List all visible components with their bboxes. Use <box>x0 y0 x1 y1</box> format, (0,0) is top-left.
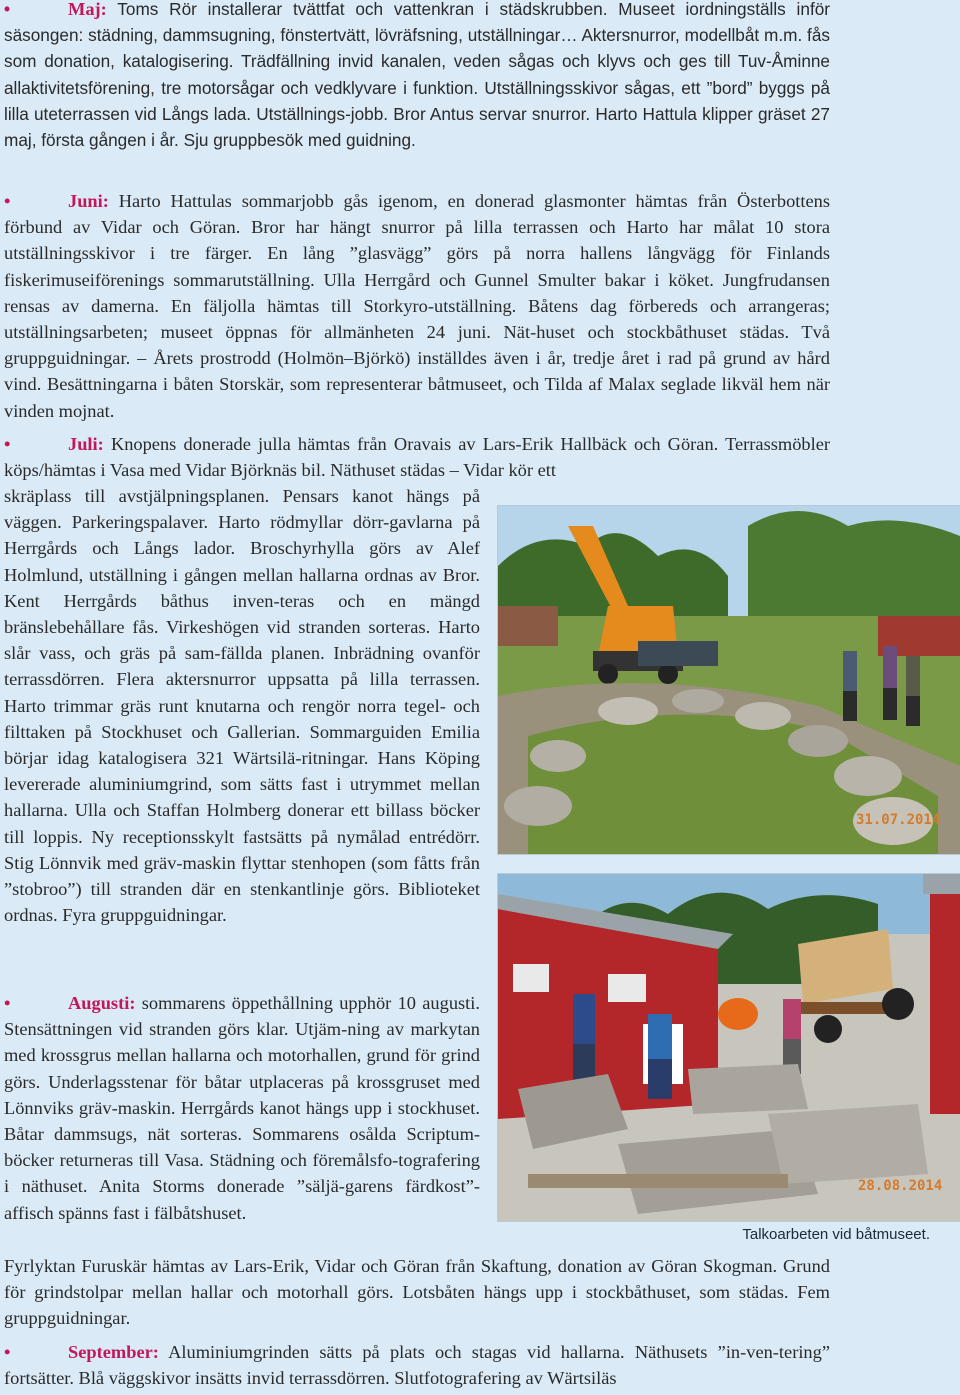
bullet: • <box>4 993 11 1013</box>
bullet: • <box>4 191 11 211</box>
month-label-september: September: <box>68 1342 159 1362</box>
bullet: • <box>4 434 11 454</box>
entry-juli <box>4 431 830 483</box>
entry-text-augusti-tail: Fyrlyktan Furuskär hämtas av Lars-Erik, Vidar och Göran från Skaftung, donation av Göran Skogman. Grund för grindstolpar mellan hallar och motorhall görs. Lotsbåten hängs upp i stockbåthuset, som städas. Fem gruppguidningar. <box>4 1256 830 1329</box>
entry-text-juni: Harto Hattulas sommarjobb gås igenom, en donerad glasmonter hämtas från Österbottens förbund av Vidar och Göran. Bror har hängt snurror på lilla terrassen och Harto har målat 10 stora utställningsskivor i tre färger. En lång ”glasvägg” görs på norra hallens långvägg för Finlands fiskerimuseiförenings sommarutställning. Ulla Herrgård och Gunnel Smulter bakar i köket. Jungfrudansen rensas av damerna. En fäljolla hämtas till Storkyro-utställning. Båtens dag förbereds och arrangeras; utställningsarbeten; museet öppnas för allmänheten 24 juni. Nät-huset och stockbåthuset städas. Två gruppguidningar. – Årets prostrodd (Holmön–Björkö) inställdes även i år, tredje året i rad på grund av hård vind. Besättningarna i båten Storskär, som representerar båtmuseet, och Tilda af Malax seglade likväl hem när vinden mojnat. <box>4 191 830 421</box>
photo-caption: Talkoarbeten vid båtmuseet. <box>742 1226 930 1243</box>
entry-september <box>4 1339 830 1391</box>
month-label-juni: Juni: <box>68 191 109 211</box>
photo-date-stamp: 31.07.2014 <box>856 812 941 828</box>
entry-text-juli-top: Knopens donerade julla hämtas från Oravais av Lars-Erik Hallbäck och Göran. Terrassmöbler köps/hämtas i Vasa med Vidar Björknäs bil. Näthuset städas – Vidar kör ett <box>4 434 830 481</box>
entry-text-maj: Toms Rör installerar tvättfat och vattenkran i städskrubben. Museet iordningställs inför säsongen: städning, dammsugning, fönstertvätt, lövräfsning, utställningar… Aktersnurror, modellbåt m.m. fås som donation, katalogisering. Trädfällning invid kanalen, veden sågas och klyvs och ges till Tuv-Åminne allaktivitetsförening, tre motorsågar och vedklyvare i funktion. Utställningsskivor sågas, ett ”bord” byggs på lilla uteterrassen vid Långs lada. Utställnings-jobb. Bror Antus servar snurror. Harto Hattula klipper gräset 27 maj, första gången i år. Sju gruppbesök med guidning. <box>4 0 830 151</box>
entry-text-september: Aluminiumgrinden sätts på plats och stagas vid hallarna. Näthusets ”in-ven-tering” fortsätter. Blå väggskivor insätts invid terrassdörren. Slutfotografering av Wärtsiläs <box>4 1342 830 1389</box>
photo-excavator-stones <box>497 505 960 855</box>
photo-red-building-gravel <box>497 873 960 1222</box>
entry-juli-continued <box>4 483 480 928</box>
entry-text-juli-body: skräplass till avstjälpningsplanen. Pensars kanot hängs på väggen. Parkeringspalaver. Harto rödmyllar dörr-gavlarna på Herrgårds och Långs lador. Broschyrhylla görs av Alef Holmlund, utställning i gången mellan hallarna ordnas av Bror. Kent Herrgårds båthus inven-teras och en mängd bränslebehållare fås. Virkeshögen vid stranden sorteras. Harto slår vass, och gräs på sam-fällda planen. Inbrädning ovanför terrassdörren. Flera aktersnurror uppsatta på lilla terrassen. Harto trimmar gräs runt knutarna och rengör norra tegel- och filttaken på Stockhuset och Gallerian. Sommarguiden Emilia börjar idag katalogisera 321 Wärtsilä-ritningar. Hans Köping levererade aluminiumgrind, som sätts fast i utrymmet mellan hallarna. Ulla och Staffan Holmberg donerar ett billass böcker till loppis. Ny receptionsskylt fastsätts på nymålad entrédörr. Stig Lönnvik med gräv-maskin flyttar stenhopen (som fåtts från ”stobroo”) till stranden där en stenkantlinje görs. Biblioteket ordnas. Fyra gruppguidningar. <box>4 486 480 926</box>
bullet: • <box>4 1342 11 1362</box>
month-label-augusti: Augusti: <box>68 993 136 1013</box>
month-label-juli: Juli: <box>68 434 104 454</box>
entry-maj <box>4 0 830 153</box>
entry-augusti-continued <box>4 1253 830 1332</box>
entry-juni <box>4 188 830 424</box>
photo-date-stamp: 28.08.2014 <box>858 1178 943 1194</box>
bullet: • <box>4 0 11 19</box>
month-label-maj: Maj: <box>68 0 107 19</box>
entry-augusti <box>4 990 480 1226</box>
entry-text-augusti-body: sommarens öppethållning upphör 10 augusti. Stensättningen vid stranden görs klar. Utjäm-ning av markytan med krossgrus mellan hallarna och motorhallen, grund för grind görs. Underlagsstenar för båtar utplaceras på krossgruset med Lönnviks gräv-maskin. Herrgårds kanot hängs upp i stockhuset. Båtar dammsugs, nät sorteras. Sommarens osålda Scriptum-böcker returneras till Vasa. Städning och föremålsfo-tografering i näthuset. Anita Storms donerade ”säljä-garens färdkost”-affisch spänns fast i fälbåtshuset. <box>4 993 480 1223</box>
